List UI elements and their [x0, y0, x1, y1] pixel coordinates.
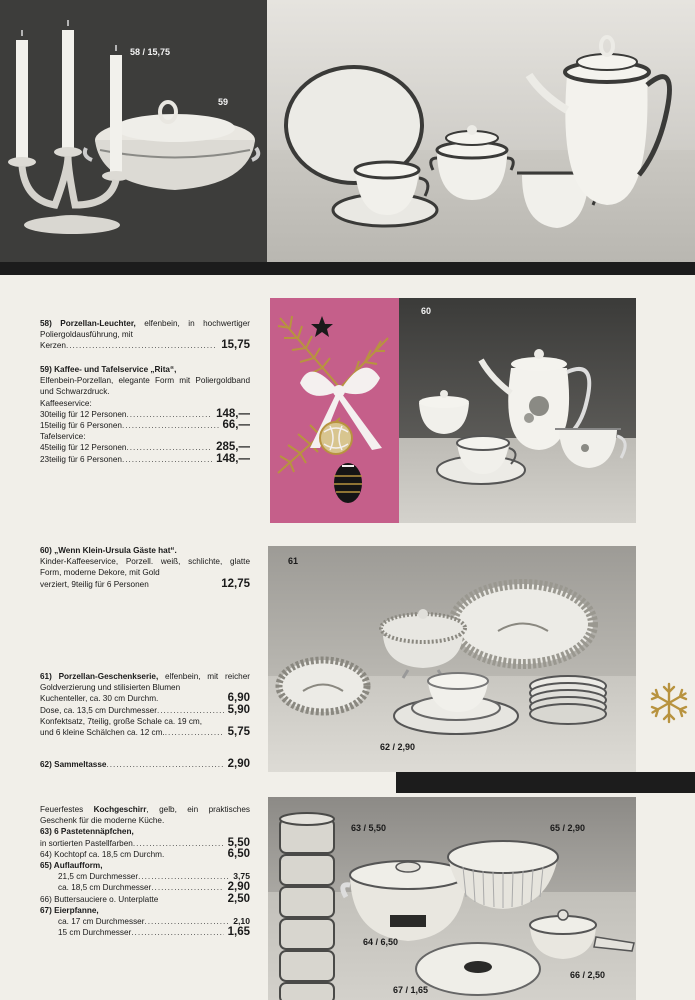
- item-59-row-1-price: 148,—: [216, 407, 250, 420]
- item-66-price: 2,50: [227, 892, 250, 905]
- item-59-row-2-price: 66,—: [222, 419, 250, 432]
- item-67-row-1-label: ca. 17 cm Durchmesser: [58, 917, 145, 927]
- item-61-row-2: [40, 705, 250, 716]
- item-63-title: 63) 6 Pastetennäpfchen,: [40, 827, 134, 837]
- item-58-price: 15,75: [221, 339, 250, 352]
- item-59-row-4: [40, 454, 250, 465]
- item-65-row-2: [40, 882, 250, 893]
- photo-candlestick-and-tureen: [0, 0, 267, 262]
- item-60-label: verziert, 9teilig für 6 Personen: [40, 579, 149, 589]
- item-60-desc: Kinder-Kaffeeservice, Porzell. weiß, schlichte, glatte Form, moderne Dekore, mit Gold: [40, 557, 250, 578]
- item-60-text: [40, 545, 250, 590]
- item-67-row-2: [40, 927, 250, 938]
- rita-service-illustration: [267, 0, 695, 262]
- item-58-label: Kerzen: [40, 341, 66, 351]
- item-67-row-2-label: 15 cm Durchmesser: [58, 928, 132, 938]
- item-62-text: [40, 759, 250, 770]
- item-61-row-3-label: und 6 kleine Schälchen ca. 12 cm.: [40, 728, 165, 738]
- item-66-row: [40, 894, 250, 905]
- item-65-row-1-price: 3,75: [233, 871, 250, 882]
- photo-gift-series: [268, 546, 636, 772]
- item-61-row-3-price: 5,75: [227, 726, 250, 739]
- item-64-label: 64) Kochtopf ca. 18,5 cm Durchm.: [40, 849, 165, 859]
- photo-children-coffee-set: [399, 298, 636, 523]
- photo-rita-service: [267, 0, 695, 262]
- label-61: 61: [288, 556, 299, 566]
- item-61-desc: elfenbein, mit reicher Goldverzierung und stilisierten Blumen: [40, 672, 250, 693]
- pink-decoration-panel: [270, 298, 399, 523]
- item-63-text: [40, 804, 250, 938]
- label-67: 67 / 1,65: [393, 985, 429, 995]
- cookware-intro-c: , gelb, ein praktisches Geschenk für die moderne Küche.: [40, 805, 250, 826]
- item-59-row-4-price: 148,—: [216, 452, 250, 465]
- item-60-price: 12,75: [221, 577, 250, 590]
- item-61-row-1: [40, 693, 250, 704]
- gift-series-illustration: [268, 546, 636, 772]
- black-divider-band-top: [0, 262, 695, 275]
- snowflake-icon: [647, 681, 691, 725]
- item-58-price-row: [40, 340, 250, 351]
- christmas-ornament-icon: [270, 298, 399, 523]
- label-64: 64 / 6,50: [363, 937, 399, 947]
- item-60-price-row: [40, 579, 250, 590]
- item-59-row-3-price: 285,—: [216, 441, 250, 454]
- item-67-row-1-price: 2,10: [233, 916, 250, 927]
- item-61-title: 61) Porzellan-Geschenkserie,: [40, 672, 159, 681]
- item-59-text: [40, 364, 250, 465]
- children-coffee-set-illustration: [399, 298, 636, 523]
- label-59: 59: [218, 97, 229, 107]
- item-59-row-1-label: 30teilig für 12 Personen: [40, 409, 127, 419]
- item-61-row-2-label: Dose, ca. 13,5 cm Durchmesser: [40, 705, 157, 715]
- item-58-text: [40, 318, 250, 352]
- item-66-label: 66) Buttersauciere o. Unterplatte: [40, 894, 159, 904]
- item-61-row-3: [40, 727, 250, 738]
- label-62: 62 / 2,90: [380, 742, 416, 752]
- cookware-intro-b: Kochgeschirr: [93, 805, 147, 814]
- item-58-desc: elfenbein, in hochwertiger Poliergoldausführung, mit: [40, 319, 250, 340]
- item-64-price: 6,50: [227, 847, 250, 860]
- black-divider-band-middle: [396, 772, 695, 793]
- item-65-row-2-label: ca. 18,5 cm Durchmesser: [58, 883, 152, 893]
- item-64-row: [40, 849, 250, 860]
- photo-cookware: [268, 797, 636, 1000]
- item-67-row-1: [40, 916, 250, 927]
- item-67-title: 67) Eierpfanne,: [40, 905, 99, 915]
- candlestick-tureen-illustration: [0, 0, 267, 262]
- cookware-intro-a: Feuerfestes: [40, 805, 94, 814]
- item-59-head-table: Tafelservice:: [40, 432, 86, 442]
- item-63-row: [40, 838, 250, 849]
- item-59-row-3: [40, 442, 250, 453]
- item-65-row-1-label: 21,5 cm Durchmesser: [58, 872, 139, 882]
- item-61-row-1-label: Kuchenteller, ca. 30 cm Durchm.: [40, 694, 159, 704]
- item-59-head-coffee: Kaffeeservice:: [40, 398, 92, 408]
- item-67-row-2-price: 1,65: [227, 926, 250, 939]
- label-66: 66 / 2,50: [570, 970, 606, 980]
- item-59-row-3-label: 45teilig für 12 Personen: [40, 443, 127, 453]
- item-62-price: 2,90: [227, 758, 250, 770]
- item-61-text: [40, 671, 250, 738]
- cookware-intro: [40, 804, 250, 826]
- item-65-row-1: [40, 871, 250, 882]
- label-65: 65 / 2,90: [550, 823, 586, 833]
- item-59-row-1: [40, 409, 250, 420]
- item-59-desc: Elfenbein-Porzellan, elegante Form mit Poliergoldband und Schwarzdruck.: [40, 376, 250, 397]
- item-63-label: in sortierten Pastellfarben: [40, 838, 133, 848]
- item-60-title: 60) „Wenn Klein-Ursula Gäste hat“.: [40, 546, 177, 555]
- item-59-row-2: [40, 420, 250, 431]
- item-65-row-2-price: 2,90: [227, 881, 250, 894]
- item-63-price: 5,50: [227, 836, 250, 849]
- item-62-label: 62) Sammeltasse: [40, 760, 107, 769]
- label-63: 63 / 5,50: [351, 823, 387, 833]
- item-61-row-1-price: 6,90: [227, 692, 250, 705]
- item-61-row-2-price: 5,90: [227, 703, 250, 716]
- item-59-row-4-label: 23teilig für 6 Personen: [40, 454, 122, 464]
- label-58: 58 / 15,75: [130, 47, 171, 57]
- item-62-row: [40, 759, 250, 770]
- item-59-row-2-label: 15teilig für 6 Personen: [40, 421, 122, 431]
- item-65-title: 65) Auflaufform,: [40, 861, 103, 871]
- item-58-title: 58) Porzellan-Leuchter,: [40, 319, 136, 328]
- label-60: 60: [421, 306, 432, 316]
- item-59-title: 59) Kaffee- und Tafelservice „Rita“,: [40, 365, 177, 374]
- item-61-row-3-line: Konfektsatz, 7teilig, große Schale ca. 19 cm,: [40, 716, 203, 726]
